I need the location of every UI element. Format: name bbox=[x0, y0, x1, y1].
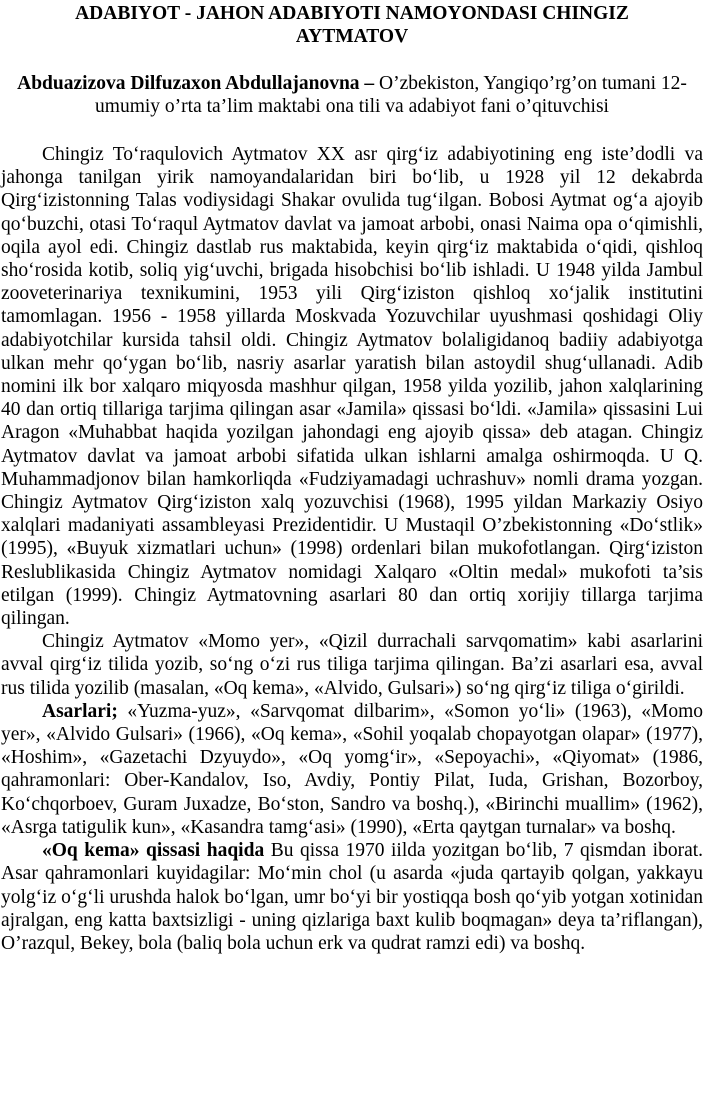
document-title: ADABIYOT - JAHON ADABIYOTI NAMOYONDASI CHINGIZ AYTMATOV bbox=[75, 3, 629, 47]
paragraph-text: Chingiz Aytmatov «Momo yer», «Qizil durrachali sarvqomatim» kabi asarlarini avval qirg‘iz tilida yozib, so‘ng o‘zi rus tiliga tarjima qilingan. Ba’zi asarlari esa, avval rus tilida yozilib (masalan, «Oq kema», «Alvido, Gulsari») so‘ng qirg‘iz tiliga o‘girildi. bbox=[1, 631, 703, 699]
document-page bbox=[0, 2, 704, 955]
article-body bbox=[1, 143, 703, 955]
author-line bbox=[1, 72, 703, 118]
paragraph-text: Bu qissa 1970 iilda yozitgan bo‘lib, 7 qismdan iborat. Asar qahramonlari kuyidagilar: Mo‘min chol (u asarda «juda qartayib qolgan, yakkayu yolg‘iz o‘g‘li urushda halok bo‘lgan, umr bo‘yi bir yostiqqa bosh qo‘yib yotgan xotinidan ajralgan, eng katta baxtsizligi - uning qizlariga baxt kulib boqmagan» deya ta’riflangan), O’razqul, Bekey, bola (baliq bola uchun erk va qudrat ramzi edi) va boshq. bbox=[1, 840, 704, 954]
paragraph-works bbox=[1, 700, 703, 839]
paragraph-lead: Asarlari; bbox=[42, 700, 118, 722]
paragraph-text: «Yuzma-yuz», «Sarvqomat dilbarim», «Somon yo‘li» (1963), «Momo yer», «Alvido Gulsari» (1966), «Oq kema», «Sohil yoqalab chopayotgan olapar» (1977), «Hoshim», «Gazetachi Dzyuydo», «Oq yomg‘ir», «Sepoyachi», «Qiyomat» (1986, qahramonlari: Ober-Kandalov, Iso, Avdiy, Pontiy Pilat, Iuda, Grishan, Bozorboy, Ko‘chqorboev, Guram Juxadze, Bo‘ston, Sandro va boshq.), «Birinchi muallim» (1962), «Asrga tatigulik kun», «Kasandra tamg‘asi» (1990), «Erta qaytgan turnalar» va boshq. bbox=[1, 700, 703, 838]
paragraph-languages bbox=[1, 630, 703, 700]
author-affiliation: O’zbekiston, Yangiqo’rg’on tumani 12-umumiy o’rta ta’lim maktabi ona tili va adabiyot fani o’qituvchisi bbox=[95, 73, 687, 117]
paragraph-biography bbox=[1, 143, 703, 630]
paragraph-lead: «Oq kema» qissasi haqida bbox=[42, 840, 265, 862]
paragraph-text: Chingiz To‘raqulovich Aytmatov XX asr qirg‘iz adabiyotining eng iste’dodli va jahonga tanilgan yirik namoyandalaridan biri bo‘lib, u 1928 yil 12 dekabrda Qirg‘izistonning Talas vodiysidagi Shakar ovulida tug‘ilgan. Bobosi Aytmat og‘a ajoyib qo‘buzchi, otasi To‘raqul Aytmatov davlat va jamoat arbobi, onasi Naima opa o‘qimishli, oqila ayol edi. Chingiz dastlab rus maktabida, keyin qirg‘iz maktabida o‘qidi, qishloq sho‘rosida kotib, soliq yig‘uvchi, brigada hisobchisi bo‘lib ishladi. U 1948 yilda Jambul zooveterinariya texnikumini, 1953 yili Qirg‘iziston qishloq xo‘jalik institutini tamomlagan. 1956 - 1958 yillarda Moskvada Yozuvchilar uyushmasi qoshidagi Oliy adabiyotchilar kursida tahsil oldi. Chingiz Aytmatov bolaligidanoq badiiy adabiyotga ulkan mehr qo‘ygan bo‘lib, nasriy asarlar yaratish bilan astoydil shug‘ullanadi. Adib nomini ilk bor xalqaro miqyosda mashhur qilgan, 1958 yilda yozilib, jahon xalqlarining 40 dan ortiq tillariga tarjima qilingan asar «Jamila» qissasi bo‘ldi. «Jamila» qissasini Lui Aragon «Muhabbat haqida yozilgan jahondagi eng ajoyib qissa» deb atagan. Chingiz Aytmatov davlat va jamoat arbobi sifatida ulkan ishlarni amalga oshirmoqda. U Q. Muhammadjonov bilan hamkorliqda «Fudziyamadagi uchrashuv» nomli drama yozgan. Chingiz Aytmatov Qirg‘iziston xalq yozuvchisi (1968), 1995 yildan Markaziy Osiyo xalqlari madaniyati assambleyasi Prezidentidir. U Mustaqil O’zbekistonning «Do‘stlik» (1995), «Buyuk xizmatlari uchun» (1998) ordenlari bilan mukofotlangan. Qirg‘iziston Reslublikasida Chingiz Aytmatov nomidagi Xalqaro «Oltin medal» mukofoti ta’sis etilgan (1999). Chingiz Aytmatovning asarlari 80 dan ortiq xorijiy tillarga tarjima qilingan. bbox=[1, 144, 703, 630]
author-name: Abduazizova Dilfuzaxon Abdullajanovna – bbox=[17, 73, 375, 94]
paragraph-oq-kema bbox=[1, 839, 703, 955]
